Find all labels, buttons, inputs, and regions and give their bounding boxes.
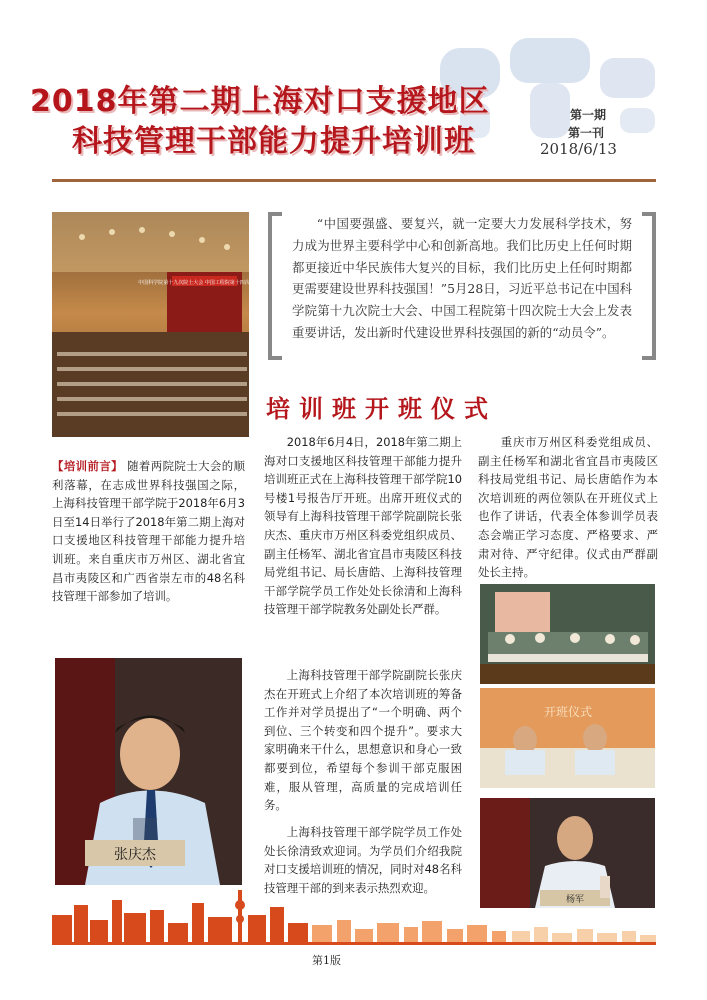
stage-banner-text: 开班仪式: [543, 705, 593, 719]
paragraph-opening: 2018年6月4日，2018年第二期上海对口支援地区科技管理干部能力提升培训班正式在上海科技管理干部学院10号楼1号报告厅开班。出席开班仪式的领导有上海科技管理干部学院副院长张庆杰、重庆市万州区科委党组织成员、副主任杨军、湖北省宜昌市夷陵区科技局党组书记、局长唐皓、上海科技管理干部学院学员工作处处长徐清和上海科技管理干部学院教务处副处长严群。: [264, 435, 462, 617]
quote-bracket-right: [642, 212, 656, 360]
paragraph-leaders: 重庆市万州区科委党组成员、副主任杨军和湖北省宜昌市夷陵区科技局党组书记、局长唐皓作为本次培训班的两位领队在开班仪式上也作了讲话，代表全体参训学员表态会端正学习态度、严格要求、严肃对待、严守纪律。仪式由严群副处长主持。: [478, 435, 658, 580]
ceremony-stage-photo: [480, 584, 655, 684]
podium-photo: [480, 688, 655, 788]
assembly-hall-photo: [52, 212, 270, 437]
quote-bracket-left: [268, 212, 282, 360]
speaker-photo: [55, 658, 242, 885]
page-number: 第1版: [312, 954, 341, 967]
bottom-nameplate: 杨军: [565, 895, 585, 905]
preface-tag: 【培训前言】: [52, 459, 124, 473]
title-line-1: 2018年第二期上海对口支援地区: [30, 84, 490, 119]
issue-sub: 第一刊: [568, 126, 605, 140]
speaker-nameplate: 张庆杰: [114, 847, 156, 863]
issue-label: 第一期: [570, 108, 607, 122]
title-line-2: 科技管理干部能力提升培训班: [72, 124, 475, 159]
paragraph-vice-president: 上海科技管理干部学院副院长张庆杰在开班式上介绍了本次培训班的筹备工作并对学员提出了“一个明确、两个到位、三个转变和四个提升”。要求大家明确来干什么，思想意识和身心一致都要到位，希望每个参训干部克服困难，服从管理，高质量的完成培训任务。: [264, 668, 462, 813]
issue-date: 2018/6/13: [540, 140, 617, 158]
paragraph-welcome: 上海科技管理干部学院学员工作处处长徐清致欢迎词。为学员们介绍我院对口支援培训班的情况，同时对48名科技管理干部的到来表示热烈欢迎。: [264, 825, 462, 895]
header-rule: [52, 179, 656, 182]
hall-banner-text: 中国科学院第十九次院士大会 中国工程院第十四次院士大会: [138, 280, 270, 286]
city-skyline-graphic: [52, 885, 656, 945]
preface-text: 随着两院院士大会的顺利落幕，在志成世界科技强国之际，上海科技管理干部学院于2018年6月3日至14日举行了2018年第二期上海对口支援地区科技管理干部能力提升培训班。来自重庆市万州区、湖北省宜昌市夷陵区和广西省崇左市的48名科技管理干部参加了培训。: [52, 459, 245, 604]
section-heading: 培训班开班仪式: [266, 395, 497, 423]
quote-text: “中国要强盛、要复兴，就一定要大力发展科学技术，努力成为世界主要科学中心和创新高地。我们比历史上任何时期都更接近中华民族伟大复兴的目标，我们比历史上任何时期都更需要建设世界科技强国！”5月28日，习近平总书记在中国科学院第十九次院士大会、中国工程院第十四次院士大会上发表重要讲话，发出新时代建设世界科技强国的新的“动员令”。: [292, 216, 632, 340]
preface-paragraph: [52, 457, 245, 606]
